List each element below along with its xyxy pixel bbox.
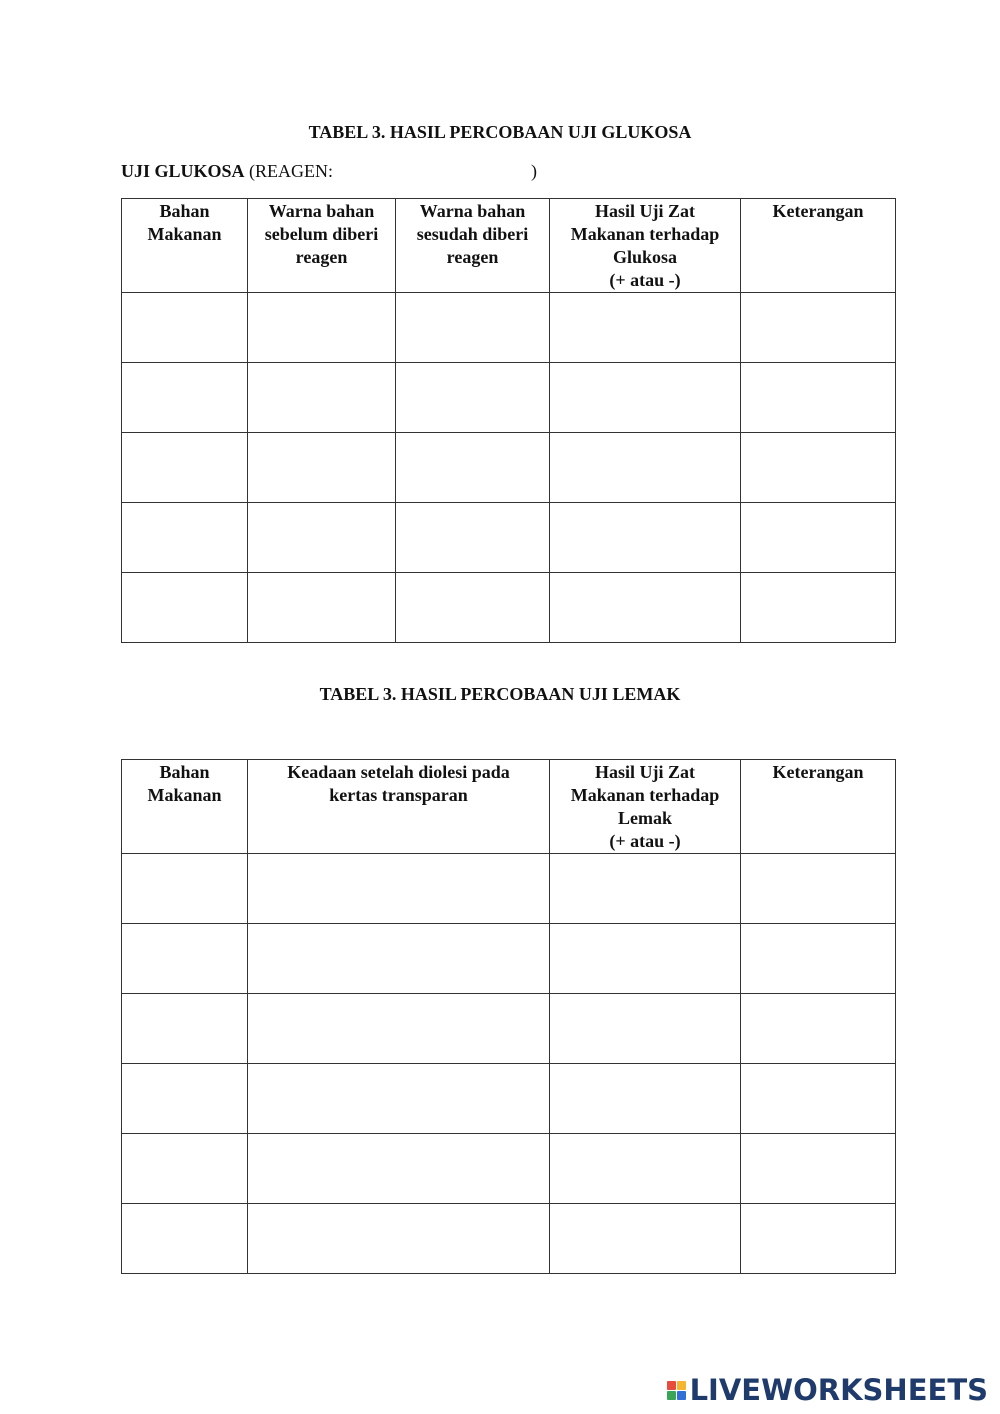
table-row (122, 363, 896, 433)
glucose-table-title: TABEL 3. HASIL PERCOBAAN UJI GLUKOSA (308, 122, 692, 142)
cell-bahan-makanan[interactable] (122, 363, 248, 433)
cell-bahan-makanan[interactable] (122, 433, 248, 503)
cell-bahan-makanan[interactable] (122, 1134, 248, 1204)
table-row (122, 1064, 896, 1134)
cell-warna-sesudah[interactable] (396, 573, 550, 643)
cell-hasil-uji[interactable] (550, 854, 741, 924)
header-keterangan: Keterangan (741, 760, 896, 854)
header-warna-sebelum: Warna bahan sebelum diberi reagen (248, 199, 396, 293)
cell-keadaan[interactable] (248, 1204, 550, 1274)
glucose-results-table (121, 198, 896, 643)
table-row (122, 854, 896, 924)
liveworksheets-wordmark: LIVEWORKSHEETS (689, 1373, 988, 1407)
cell-keterangan[interactable] (741, 433, 896, 503)
liveworksheets-logo-icon (667, 1381, 686, 1400)
cell-hasil-uji[interactable] (550, 363, 741, 433)
cell-bahan-makanan[interactable] (122, 503, 248, 573)
reagent-line (121, 161, 537, 182)
table-row (122, 1204, 896, 1274)
cell-warna-sebelum[interactable] (248, 433, 396, 503)
reagent-line-blank: (REAGEN: ) (244, 161, 538, 181)
table-row (122, 503, 896, 573)
logo-square-yellow (677, 1381, 686, 1390)
cell-warna-sebelum[interactable] (248, 573, 396, 643)
table-row (122, 1134, 896, 1204)
table-header-row (122, 760, 896, 854)
cell-keterangan[interactable] (741, 994, 896, 1064)
cell-warna-sebelum[interactable] (248, 363, 396, 433)
cell-warna-sesudah[interactable] (396, 503, 550, 573)
header-warna-sesudah: Warna bahan sesudah diberi reagen (396, 199, 550, 293)
cell-hasil-uji[interactable] (550, 924, 741, 994)
cell-keterangan[interactable] (741, 924, 896, 994)
cell-bahan-makanan[interactable] (122, 994, 248, 1064)
fat-table-title: TABEL 3. HASIL PERCOBAAN UJI LEMAK (319, 684, 681, 704)
cell-hasil-uji[interactable] (550, 433, 741, 503)
liveworksheets-logo[interactable] (667, 1372, 988, 1408)
cell-keadaan[interactable] (248, 994, 550, 1064)
cell-bahan-makanan[interactable] (122, 1064, 248, 1134)
cell-hasil-uji[interactable] (550, 1204, 741, 1274)
header-keadaan: Keadaan setelah diolesi pada kertas transparan (248, 760, 550, 854)
table-row (122, 293, 896, 363)
cell-bahan-makanan[interactable] (122, 1204, 248, 1274)
table-row (122, 994, 896, 1064)
cell-keterangan[interactable] (741, 503, 896, 573)
cell-warna-sesudah[interactable] (396, 363, 550, 433)
logo-square-blue (677, 1391, 686, 1400)
logo-square-green (667, 1391, 676, 1400)
cell-keterangan[interactable] (741, 1134, 896, 1204)
cell-hasil-uji[interactable] (550, 503, 741, 573)
cell-hasil-uji[interactable] (550, 994, 741, 1064)
reagent-line-label: UJI GLUKOSA (121, 161, 245, 181)
cell-keadaan[interactable] (248, 854, 550, 924)
cell-keterangan[interactable] (741, 1064, 896, 1134)
table-header-row (122, 199, 896, 293)
header-keterangan: Keterangan (741, 199, 896, 293)
header-hasil-uji: Hasil Uji Zat Makanan terhadap Lemak (+ atau -) (550, 760, 741, 854)
cell-hasil-uji[interactable] (550, 573, 741, 643)
cell-keadaan[interactable] (248, 924, 550, 994)
fat-results-table (121, 759, 896, 1274)
cell-keterangan[interactable] (741, 573, 896, 643)
table-row (122, 573, 896, 643)
cell-bahan-makanan[interactable] (122, 854, 248, 924)
cell-bahan-makanan[interactable] (122, 293, 248, 363)
table-row (122, 924, 896, 994)
header-bahan-makanan: Bahan Makanan (122, 760, 248, 854)
logo-square-red (667, 1381, 676, 1390)
cell-warna-sebelum[interactable] (248, 503, 396, 573)
cell-hasil-uji[interactable] (550, 293, 741, 363)
cell-warna-sesudah[interactable] (396, 433, 550, 503)
cell-bahan-makanan[interactable] (122, 573, 248, 643)
header-bahan-makanan: Bahan Makanan (122, 199, 248, 293)
cell-warna-sesudah[interactable] (396, 293, 550, 363)
cell-bahan-makanan[interactable] (122, 924, 248, 994)
cell-keadaan[interactable] (248, 1064, 550, 1134)
cell-hasil-uji[interactable] (550, 1134, 741, 1204)
cell-keterangan[interactable] (741, 854, 896, 924)
cell-keterangan[interactable] (741, 293, 896, 363)
cell-keterangan[interactable] (741, 1204, 896, 1274)
cell-keterangan[interactable] (741, 363, 896, 433)
header-hasil-uji: Hasil Uji Zat Makanan terhadap Glukosa (+ atau -) (550, 199, 741, 293)
cell-hasil-uji[interactable] (550, 1064, 741, 1134)
table-row (122, 433, 896, 503)
cell-keadaan[interactable] (248, 1134, 550, 1204)
cell-warna-sebelum[interactable] (248, 293, 396, 363)
